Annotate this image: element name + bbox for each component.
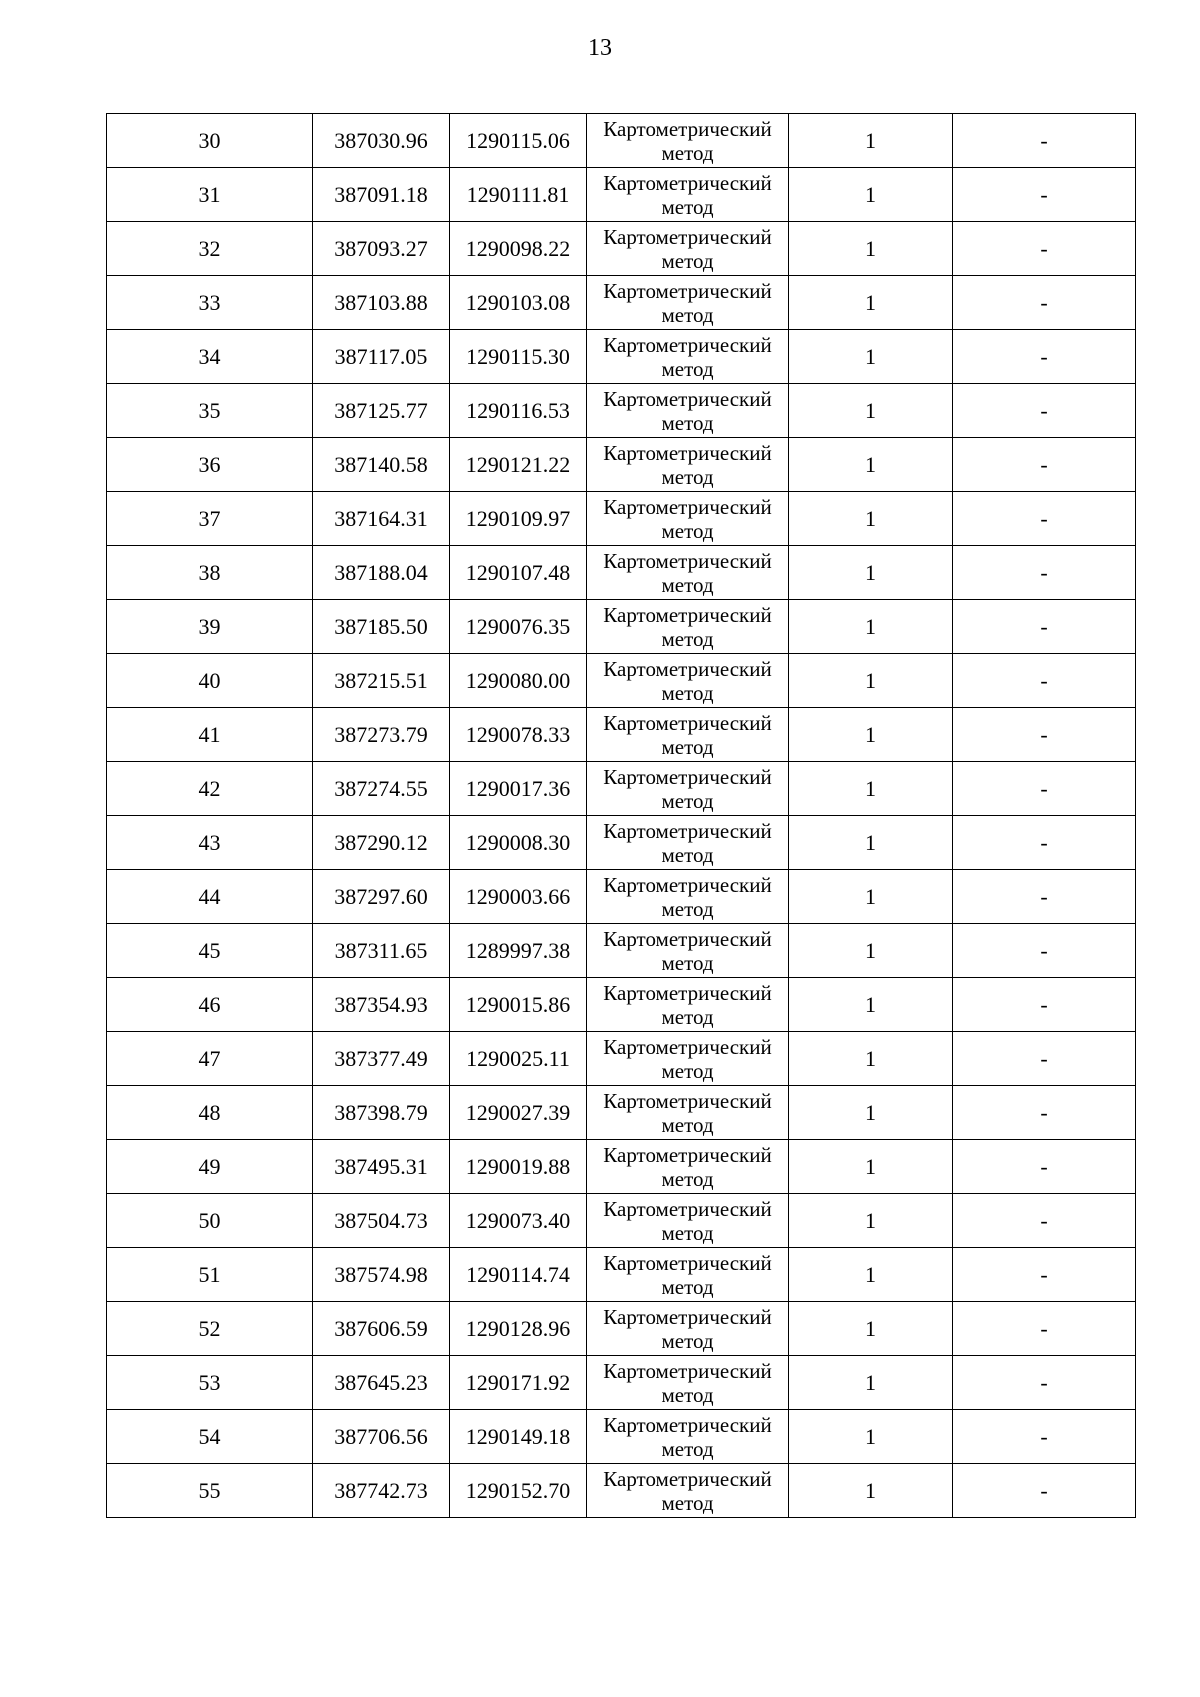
note-cell: -: [953, 1464, 1136, 1518]
note-cell: -: [953, 276, 1136, 330]
x-coordinate-cell: 387742.73: [313, 1464, 450, 1518]
note-cell: -: [953, 870, 1136, 924]
precision-cell: 1: [789, 330, 953, 384]
table-row: [107, 1464, 1136, 1518]
method-line-1: Картометрический: [603, 170, 772, 195]
note-cell: -: [953, 1140, 1136, 1194]
y-coordinate-cell: 1290008.30: [450, 816, 587, 870]
table-row: [107, 1410, 1136, 1464]
method-line-2: метод: [661, 680, 714, 705]
precision-cell: 1: [789, 438, 953, 492]
precision-cell: 1: [789, 114, 953, 168]
note-cell: -: [953, 1302, 1136, 1356]
method-line-1: Картометрический: [603, 980, 772, 1005]
method-line-2: метод: [661, 248, 714, 273]
precision-cell: 1: [789, 1356, 953, 1410]
method-line-2: метод: [661, 410, 714, 435]
y-coordinate-cell: 1290076.35: [450, 600, 587, 654]
method-line-1: Картометрический: [603, 926, 772, 951]
table-row: [107, 222, 1136, 276]
precision-cell: 1: [789, 168, 953, 222]
method-cell: [587, 1032, 789, 1086]
method-line-2: метод: [661, 572, 714, 597]
note-cell: -: [953, 114, 1136, 168]
precision-cell: 1: [789, 1464, 953, 1518]
method-cell: [587, 708, 789, 762]
y-coordinate-cell: 1290107.48: [450, 546, 587, 600]
method-line-1: Картометрический: [603, 116, 772, 141]
method-line-2: метод: [661, 1058, 714, 1083]
method-line-2: метод: [661, 1166, 714, 1191]
method-line-2: метод: [661, 302, 714, 327]
precision-cell: 1: [789, 276, 953, 330]
method-cell: [587, 978, 789, 1032]
method-cell: [587, 1194, 789, 1248]
method-cell: [587, 492, 789, 546]
method-line-1: Картометрический: [603, 710, 772, 735]
note-cell: -: [953, 978, 1136, 1032]
y-coordinate-cell: 1290003.66: [450, 870, 587, 924]
precision-cell: 1: [789, 1140, 953, 1194]
precision-cell: 1: [789, 870, 953, 924]
method-line-1: Картометрический: [603, 1088, 772, 1113]
method-line-2: метод: [661, 1382, 714, 1407]
y-coordinate-cell: 1290115.30: [450, 330, 587, 384]
method-line-1: Картометрический: [603, 1034, 772, 1059]
table-row: [107, 1086, 1136, 1140]
note-cell: -: [953, 1410, 1136, 1464]
note-cell: -: [953, 168, 1136, 222]
method-line-2: метод: [661, 1004, 714, 1029]
x-coordinate-cell: 387706.56: [313, 1410, 450, 1464]
y-coordinate-cell: 1290078.33: [450, 708, 587, 762]
method-cell: [587, 546, 789, 600]
method-line-2: метод: [661, 626, 714, 651]
note-cell: -: [953, 708, 1136, 762]
point-number-cell: 35: [107, 384, 313, 438]
y-coordinate-cell: 1290017.36: [450, 762, 587, 816]
y-coordinate-cell: 1290114.74: [450, 1248, 587, 1302]
x-coordinate-cell: 387274.55: [313, 762, 450, 816]
precision-cell: 1: [789, 600, 953, 654]
method-line-2: метод: [661, 1220, 714, 1245]
method-cell: [587, 1464, 789, 1518]
y-coordinate-cell: 1290149.18: [450, 1410, 587, 1464]
y-coordinate-cell: 1290116.53: [450, 384, 587, 438]
y-coordinate-cell: 1290128.96: [450, 1302, 587, 1356]
method-line-2: метод: [661, 734, 714, 759]
precision-cell: 1: [789, 924, 953, 978]
precision-cell: 1: [789, 1032, 953, 1086]
method-cell: [587, 762, 789, 816]
method-line-1: Картометрический: [603, 224, 772, 249]
method-line-2: метод: [661, 950, 714, 975]
y-coordinate-cell: 1290025.11: [450, 1032, 587, 1086]
method-cell: [587, 1356, 789, 1410]
point-number-cell: 51: [107, 1248, 313, 1302]
table-row: [107, 384, 1136, 438]
note-cell: -: [953, 600, 1136, 654]
method-line-1: Картометрический: [603, 1412, 772, 1437]
x-coordinate-cell: 387125.77: [313, 384, 450, 438]
method-cell: [587, 438, 789, 492]
note-cell: -: [953, 330, 1136, 384]
precision-cell: 1: [789, 492, 953, 546]
table-row: [107, 492, 1136, 546]
y-coordinate-cell: 1290111.81: [450, 168, 587, 222]
x-coordinate-cell: 387606.59: [313, 1302, 450, 1356]
x-coordinate-cell: 387290.12: [313, 816, 450, 870]
table-row: [107, 1356, 1136, 1410]
point-number-cell: 47: [107, 1032, 313, 1086]
x-coordinate-cell: 387504.73: [313, 1194, 450, 1248]
point-number-cell: 43: [107, 816, 313, 870]
method-cell: [587, 1140, 789, 1194]
x-coordinate-cell: 387188.04: [313, 546, 450, 600]
x-coordinate-cell: 387377.49: [313, 1032, 450, 1086]
y-coordinate-cell: 1290019.88: [450, 1140, 587, 1194]
point-number-cell: 46: [107, 978, 313, 1032]
x-coordinate-cell: 387215.51: [313, 654, 450, 708]
table-row: [107, 330, 1136, 384]
table-row: [107, 1194, 1136, 1248]
note-cell: -: [953, 438, 1136, 492]
x-coordinate-cell: 387103.88: [313, 276, 450, 330]
precision-cell: 1: [789, 546, 953, 600]
table-row: [107, 708, 1136, 762]
method-cell: [587, 816, 789, 870]
method-line-1: Картометрический: [603, 1304, 772, 1329]
x-coordinate-cell: 387398.79: [313, 1086, 450, 1140]
y-coordinate-cell: 1290080.00: [450, 654, 587, 708]
method-line-2: метод: [661, 1274, 714, 1299]
precision-cell: 1: [789, 708, 953, 762]
y-coordinate-cell: 1290103.08: [450, 276, 587, 330]
table-body: [107, 114, 1136, 1518]
precision-cell: 1: [789, 1194, 953, 1248]
point-number-cell: 34: [107, 330, 313, 384]
precision-cell: 1: [789, 1248, 953, 1302]
point-number-cell: 50: [107, 1194, 313, 1248]
method-cell: [587, 1410, 789, 1464]
precision-cell: 1: [789, 1086, 953, 1140]
table-row: [107, 276, 1136, 330]
table-row: [107, 168, 1136, 222]
point-number-cell: 42: [107, 762, 313, 816]
method-line-2: метод: [661, 842, 714, 867]
coordinates-table: [106, 113, 1136, 1518]
table-row: [107, 600, 1136, 654]
table-row: [107, 924, 1136, 978]
method-cell: [587, 600, 789, 654]
precision-cell: 1: [789, 654, 953, 708]
point-number-cell: 38: [107, 546, 313, 600]
table-row: [107, 816, 1136, 870]
point-number-cell: 39: [107, 600, 313, 654]
method-line-1: Картометрический: [603, 386, 772, 411]
method-cell: [587, 654, 789, 708]
page-number: 13: [588, 35, 612, 61]
x-coordinate-cell: 387140.58: [313, 438, 450, 492]
method-cell: [587, 276, 789, 330]
method-line-1: Картометрический: [603, 494, 772, 519]
point-number-cell: 30: [107, 114, 313, 168]
x-coordinate-cell: 387574.98: [313, 1248, 450, 1302]
point-number-cell: 36: [107, 438, 313, 492]
point-number-cell: 33: [107, 276, 313, 330]
x-coordinate-cell: 387091.18: [313, 168, 450, 222]
note-cell: -: [953, 1356, 1136, 1410]
point-number-cell: 44: [107, 870, 313, 924]
method-cell: [587, 330, 789, 384]
table-row: [107, 1248, 1136, 1302]
method-cell: [587, 1086, 789, 1140]
method-line-1: Картометрический: [603, 332, 772, 357]
method-cell: [587, 1302, 789, 1356]
point-number-cell: 53: [107, 1356, 313, 1410]
method-line-1: Картометрический: [603, 1466, 772, 1491]
note-cell: -: [953, 492, 1136, 546]
method-line-1: Картометрический: [603, 872, 772, 897]
x-coordinate-cell: 387645.23: [313, 1356, 450, 1410]
method-line-1: Картометрический: [603, 1142, 772, 1167]
point-number-cell: 32: [107, 222, 313, 276]
point-number-cell: 40: [107, 654, 313, 708]
method-line-1: Картометрический: [603, 1250, 772, 1275]
table-row: [107, 1140, 1136, 1194]
precision-cell: 1: [789, 384, 953, 438]
y-coordinate-cell: 1290115.06: [450, 114, 587, 168]
method-cell: [587, 384, 789, 438]
table-row: [107, 546, 1136, 600]
y-coordinate-cell: 1290027.39: [450, 1086, 587, 1140]
method-line-1: Картометрический: [603, 440, 772, 465]
x-coordinate-cell: 387354.93: [313, 978, 450, 1032]
x-coordinate-cell: 387117.05: [313, 330, 450, 384]
x-coordinate-cell: 387164.31: [313, 492, 450, 546]
y-coordinate-cell: 1290152.70: [450, 1464, 587, 1518]
y-coordinate-cell: 1290073.40: [450, 1194, 587, 1248]
method-line-1: Картометрический: [603, 818, 772, 843]
point-number-cell: 49: [107, 1140, 313, 1194]
method-line-2: метод: [661, 1490, 714, 1515]
note-cell: -: [953, 816, 1136, 870]
note-cell: -: [953, 1248, 1136, 1302]
method-line-2: метод: [661, 1328, 714, 1353]
method-line-2: метод: [661, 896, 714, 921]
precision-cell: 1: [789, 978, 953, 1032]
table-row: [107, 654, 1136, 708]
table-row: [107, 870, 1136, 924]
x-coordinate-cell: 387030.96: [313, 114, 450, 168]
method-line-2: метод: [661, 788, 714, 813]
note-cell: -: [953, 1032, 1136, 1086]
note-cell: -: [953, 654, 1136, 708]
note-cell: -: [953, 546, 1136, 600]
x-coordinate-cell: 387185.50: [313, 600, 450, 654]
method-line-2: метод: [661, 140, 714, 165]
x-coordinate-cell: 387273.79: [313, 708, 450, 762]
note-cell: -: [953, 762, 1136, 816]
table-row: [107, 978, 1136, 1032]
x-coordinate-cell: 387495.31: [313, 1140, 450, 1194]
x-coordinate-cell: 387297.60: [313, 870, 450, 924]
precision-cell: 1: [789, 222, 953, 276]
method-line-1: Картометрический: [603, 1196, 772, 1221]
method-line-1: Картометрический: [603, 548, 772, 573]
point-number-cell: 41: [107, 708, 313, 762]
y-coordinate-cell: 1290015.86: [450, 978, 587, 1032]
method-line-2: метод: [661, 518, 714, 543]
method-line-2: метод: [661, 464, 714, 489]
note-cell: -: [953, 222, 1136, 276]
y-coordinate-cell: 1289997.38: [450, 924, 587, 978]
method-line-2: метод: [661, 1112, 714, 1137]
method-line-1: Картометрический: [603, 656, 772, 681]
note-cell: -: [953, 384, 1136, 438]
method-cell: [587, 924, 789, 978]
note-cell: -: [953, 924, 1136, 978]
x-coordinate-cell: 387093.27: [313, 222, 450, 276]
method-line-1: Картометрический: [603, 764, 772, 789]
method-line-1: Картометрический: [603, 602, 772, 627]
y-coordinate-cell: 1290098.22: [450, 222, 587, 276]
method-cell: [587, 1248, 789, 1302]
precision-cell: 1: [789, 816, 953, 870]
point-number-cell: 45: [107, 924, 313, 978]
y-coordinate-cell: 1290171.92: [450, 1356, 587, 1410]
point-number-cell: 55: [107, 1464, 313, 1518]
table-row: [107, 762, 1136, 816]
precision-cell: 1: [789, 1410, 953, 1464]
method-line-2: метод: [661, 194, 714, 219]
precision-cell: 1: [789, 1302, 953, 1356]
x-coordinate-cell: 387311.65: [313, 924, 450, 978]
table-row: [107, 114, 1136, 168]
table-row: [107, 438, 1136, 492]
y-coordinate-cell: 1290121.22: [450, 438, 587, 492]
point-number-cell: 31: [107, 168, 313, 222]
method-line-2: метод: [661, 356, 714, 381]
point-number-cell: 48: [107, 1086, 313, 1140]
method-cell: [587, 114, 789, 168]
precision-cell: 1: [789, 762, 953, 816]
note-cell: -: [953, 1194, 1136, 1248]
table-row: [107, 1032, 1136, 1086]
method-line-1: Картометрический: [603, 1358, 772, 1383]
point-number-cell: 37: [107, 492, 313, 546]
method-cell: [587, 870, 789, 924]
method-cell: [587, 168, 789, 222]
note-cell: -: [953, 1086, 1136, 1140]
point-number-cell: 54: [107, 1410, 313, 1464]
y-coordinate-cell: 1290109.97: [450, 492, 587, 546]
table-row: [107, 1302, 1136, 1356]
method-cell: [587, 222, 789, 276]
point-number-cell: 52: [107, 1302, 313, 1356]
method-line-2: метод: [661, 1436, 714, 1461]
method-line-1: Картометрический: [603, 278, 772, 303]
